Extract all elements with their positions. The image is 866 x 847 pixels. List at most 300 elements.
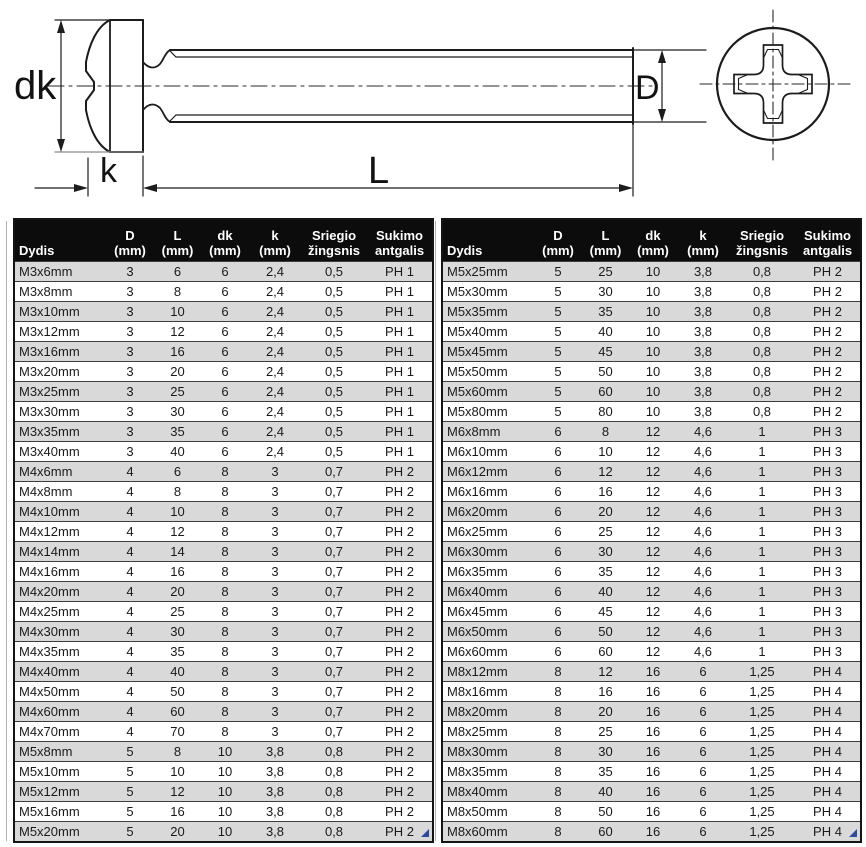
size-cell: M4x20mm <box>14 582 106 602</box>
value-cell: 8 <box>201 722 249 742</box>
value-cell: 16 <box>154 562 201 582</box>
value-cell: 4 <box>106 522 154 542</box>
size-cell: M6x30mm <box>442 542 534 562</box>
size-cell: M6x12mm <box>442 462 534 482</box>
value-cell: 8 <box>201 642 249 662</box>
value-cell: 0,5 <box>301 442 367 462</box>
value-cell: 16 <box>629 722 677 742</box>
value-cell: 3 <box>249 722 301 742</box>
value-cell: PH 2 <box>367 662 433 682</box>
value-cell: 0,7 <box>301 662 367 682</box>
value-cell: 4 <box>106 722 154 742</box>
value-cell: PH 2 <box>367 602 433 622</box>
value-cell: 1 <box>729 542 795 562</box>
value-cell: 50 <box>154 682 201 702</box>
value-cell: 35 <box>582 302 629 322</box>
value-cell: 10 <box>629 382 677 402</box>
value-cell: PH 2 <box>367 482 433 502</box>
value-cell: 20 <box>154 362 201 382</box>
value-cell: 8 <box>534 722 582 742</box>
value-cell: PH 2 <box>367 822 433 843</box>
header-bit: Sukimo antgalis <box>367 219 433 262</box>
screw-neck-bottom <box>143 104 170 122</box>
value-cell: 3 <box>249 502 301 522</box>
header-k: k (mm) <box>677 219 729 262</box>
value-cell: 14 <box>154 542 201 562</box>
header-dydis: Dydis <box>442 219 534 262</box>
size-cell: M6x60mm <box>442 642 534 662</box>
table-row <box>14 622 433 642</box>
value-cell: 8 <box>201 542 249 562</box>
value-cell: 2,4 <box>249 282 301 302</box>
table-row <box>14 522 433 542</box>
value-cell: 12 <box>629 622 677 642</box>
value-cell: 6 <box>677 742 729 762</box>
d-arrow-up <box>658 50 666 63</box>
value-cell: 4 <box>106 482 154 502</box>
value-cell: 3 <box>106 362 154 382</box>
size-cell: M8x25mm <box>442 722 534 742</box>
value-cell: 5 <box>106 762 154 782</box>
size-cell: M5x8mm <box>14 742 106 762</box>
value-cell: 6 <box>201 402 249 422</box>
value-cell: 1 <box>729 602 795 622</box>
value-cell: PH 2 <box>795 402 861 422</box>
header-dydis: Dydis <box>14 219 106 262</box>
value-cell: 1 <box>729 482 795 502</box>
value-cell: 40 <box>154 442 201 462</box>
table-row <box>14 302 433 322</box>
value-cell: 6 <box>201 362 249 382</box>
value-cell: 3 <box>106 322 154 342</box>
value-cell: PH 2 <box>795 302 861 322</box>
value-cell: 1 <box>729 622 795 642</box>
value-cell: 3 <box>106 422 154 442</box>
table-row <box>442 662 861 682</box>
size-cell: M6x16mm <box>442 482 534 502</box>
size-cell: M4x12mm <box>14 522 106 542</box>
value-cell: PH 1 <box>367 342 433 362</box>
value-cell: 5 <box>106 822 154 843</box>
value-cell: 4,6 <box>677 622 729 642</box>
size-cell: M3x16mm <box>14 342 106 362</box>
value-cell: 0,7 <box>301 502 367 522</box>
value-cell: 8 <box>201 702 249 722</box>
value-cell: 4 <box>106 562 154 582</box>
value-cell: 6 <box>154 462 201 482</box>
value-cell: 8 <box>534 742 582 762</box>
size-cell: M5x80mm <box>442 402 534 422</box>
value-cell: 4 <box>106 462 154 482</box>
value-cell: 6 <box>201 422 249 442</box>
table-row <box>442 742 861 762</box>
value-cell: 5 <box>534 382 582 402</box>
value-cell: 16 <box>582 482 629 502</box>
value-cell: 12 <box>629 462 677 482</box>
size-cell: M8x35mm <box>442 762 534 782</box>
value-cell: 6 <box>534 502 582 522</box>
value-cell: 6 <box>677 802 729 822</box>
size-cell: M8x30mm <box>442 742 534 762</box>
value-cell: 8 <box>201 462 249 482</box>
value-cell: 3 <box>249 662 301 682</box>
value-cell: PH 1 <box>367 322 433 342</box>
table-row <box>442 542 861 562</box>
value-cell: 0,7 <box>301 462 367 482</box>
value-cell: 3 <box>249 562 301 582</box>
value-cell: 0,5 <box>301 282 367 302</box>
value-cell: 8 <box>534 662 582 682</box>
value-cell: PH 1 <box>367 382 433 402</box>
value-cell: 6 <box>201 442 249 462</box>
value-cell: 3 <box>106 342 154 362</box>
header-pitch: Sriegio žingsnis <box>301 219 367 262</box>
value-cell: PH 2 <box>367 742 433 762</box>
value-cell: 16 <box>629 762 677 782</box>
value-cell: PH 2 <box>367 582 433 602</box>
value-cell: 12 <box>629 582 677 602</box>
value-cell: 4 <box>106 582 154 602</box>
value-cell: 4,6 <box>677 602 729 622</box>
value-cell: 10 <box>629 362 677 382</box>
screw-neck-top <box>143 50 170 68</box>
value-cell: PH 3 <box>795 542 861 562</box>
table-row <box>442 602 861 622</box>
spec-table-left-header <box>14 219 433 262</box>
value-cell: 8 <box>201 662 249 682</box>
value-cell: 3,8 <box>249 742 301 762</box>
table-row <box>442 582 861 602</box>
value-cell: 16 <box>629 802 677 822</box>
value-cell: 0,8 <box>729 282 795 302</box>
value-cell: 10 <box>629 262 677 282</box>
table-row <box>14 802 433 822</box>
value-cell: PH 1 <box>367 362 433 382</box>
value-cell: PH 4 <box>795 702 861 722</box>
value-cell: 8 <box>201 522 249 542</box>
thread-inner-bottom <box>170 115 632 121</box>
header-k: k (mm) <box>249 219 301 262</box>
table-row <box>14 422 433 442</box>
size-cell: M4x6mm <box>14 462 106 482</box>
table-row <box>442 382 861 402</box>
value-cell: 12 <box>582 662 629 682</box>
value-cell: 0,7 <box>301 482 367 502</box>
value-cell: 3,8 <box>677 402 729 422</box>
value-cell: 45 <box>582 342 629 362</box>
value-cell: PH 4 <box>795 662 861 682</box>
value-cell: 0,5 <box>301 342 367 362</box>
value-cell: 3 <box>106 382 154 402</box>
value-cell: 8 <box>201 482 249 502</box>
value-cell: 1,25 <box>729 822 795 843</box>
value-cell: 6 <box>201 302 249 322</box>
value-cell: 3,8 <box>249 762 301 782</box>
value-cell: PH 4 <box>795 682 861 702</box>
value-cell: 0,8 <box>301 762 367 782</box>
value-cell: 3,8 <box>677 362 729 382</box>
size-cell: M8x40mm <box>442 782 534 802</box>
value-cell: 4,6 <box>677 522 729 542</box>
value-cell: 12 <box>629 422 677 442</box>
value-cell: 8 <box>154 482 201 502</box>
value-cell: 50 <box>582 622 629 642</box>
table-row <box>442 622 861 642</box>
k-label: k <box>100 152 117 190</box>
value-cell: 6 <box>534 642 582 662</box>
table-row <box>14 782 433 802</box>
value-cell: 10 <box>154 302 201 322</box>
value-cell: PH 2 <box>367 722 433 742</box>
value-cell: 8 <box>534 682 582 702</box>
d-arrow-down <box>658 109 666 122</box>
value-cell: 10 <box>154 762 201 782</box>
value-cell: 0,7 <box>301 642 367 662</box>
value-cell: 0,7 <box>301 542 367 562</box>
table-row <box>14 462 433 482</box>
value-cell: 12 <box>582 462 629 482</box>
value-cell: 6 <box>677 722 729 742</box>
value-cell: 8 <box>154 742 201 762</box>
value-cell: 6 <box>201 382 249 402</box>
table-row <box>442 362 861 382</box>
value-cell: 5 <box>106 782 154 802</box>
table-row <box>14 322 433 342</box>
table-row <box>14 682 433 702</box>
value-cell: 8 <box>534 802 582 822</box>
table-row <box>14 382 433 402</box>
value-cell: 10 <box>629 342 677 362</box>
value-cell: 16 <box>629 702 677 722</box>
value-cell: PH 2 <box>367 782 433 802</box>
k-arrow-right <box>74 184 88 192</box>
size-cell: M3x30mm <box>14 402 106 422</box>
header-d: D (mm) <box>106 219 154 262</box>
table-row <box>14 482 433 502</box>
value-cell: 6 <box>201 282 249 302</box>
value-cell: PH 2 <box>367 462 433 482</box>
value-cell: 4,6 <box>677 562 729 582</box>
value-cell: PH 4 <box>795 802 861 822</box>
table-row <box>442 822 861 843</box>
table-row <box>14 542 433 562</box>
value-cell: PH 3 <box>795 502 861 522</box>
size-cell: M5x60mm <box>442 382 534 402</box>
value-cell: 6 <box>534 522 582 542</box>
size-cell: M4x10mm <box>14 502 106 522</box>
table-row <box>442 422 861 442</box>
value-cell: 60 <box>582 822 629 843</box>
value-cell: 0,8 <box>729 262 795 282</box>
value-cell: 8 <box>534 782 582 802</box>
value-cell: 0,7 <box>301 582 367 602</box>
value-cell: 3 <box>249 582 301 602</box>
value-cell: 35 <box>154 422 201 442</box>
value-cell: 1 <box>729 422 795 442</box>
table-row <box>442 802 861 822</box>
l-arrow-right <box>619 184 633 192</box>
dk-arrow-down <box>57 139 65 152</box>
dk-arrow-up <box>57 20 65 33</box>
value-cell: 6 <box>534 542 582 562</box>
value-cell: 5 <box>534 342 582 362</box>
value-cell: PH 3 <box>795 642 861 662</box>
value-cell: 0,5 <box>301 422 367 442</box>
spec-table-left <box>13 218 434 843</box>
value-cell: 3 <box>106 402 154 422</box>
value-cell: 6 <box>677 782 729 802</box>
value-cell: PH 3 <box>795 522 861 542</box>
value-cell: 5 <box>534 322 582 342</box>
value-cell: 3,8 <box>249 802 301 822</box>
size-cell: M3x6mm <box>14 262 106 282</box>
value-cell: 0,8 <box>301 822 367 843</box>
value-cell: 1,25 <box>729 702 795 722</box>
value-cell: PH 2 <box>367 562 433 582</box>
value-cell: PH 1 <box>367 402 433 422</box>
value-cell: 4,6 <box>677 462 729 482</box>
size-cell: M6x8mm <box>442 422 534 442</box>
size-cell: M5x30mm <box>442 282 534 302</box>
value-cell: 10 <box>201 742 249 762</box>
table-row <box>442 482 861 502</box>
value-cell: 10 <box>629 402 677 422</box>
value-cell: PH 2 <box>795 362 861 382</box>
value-cell: 8 <box>582 422 629 442</box>
value-cell: 25 <box>154 602 201 622</box>
size-cell: M6x10mm <box>442 442 534 462</box>
value-cell: 10 <box>582 442 629 462</box>
table-row <box>14 342 433 362</box>
value-cell: 5 <box>106 802 154 822</box>
value-cell: 25 <box>582 262 629 282</box>
size-cell: M6x40mm <box>442 582 534 602</box>
value-cell: 20 <box>154 582 201 602</box>
value-cell: 35 <box>582 762 629 782</box>
size-cell: M6x45mm <box>442 602 534 622</box>
value-cell: 6 <box>677 762 729 782</box>
dk-label: dk <box>14 64 57 108</box>
value-cell: 1 <box>729 502 795 522</box>
value-cell: 20 <box>582 502 629 522</box>
table-row <box>14 282 433 302</box>
value-cell: 2,4 <box>249 342 301 362</box>
selection-corner-marker <box>849 829 857 837</box>
value-cell: 40 <box>582 782 629 802</box>
value-cell: 4 <box>106 622 154 642</box>
value-cell: 10 <box>201 802 249 822</box>
value-cell: 2,4 <box>249 382 301 402</box>
size-cell: M3x10mm <box>14 302 106 322</box>
value-cell: 5 <box>534 262 582 282</box>
table-row <box>14 662 433 682</box>
size-cell: M4x40mm <box>14 662 106 682</box>
value-cell: 6 <box>154 262 201 282</box>
value-cell: PH 4 <box>795 822 861 843</box>
table-row <box>14 362 433 382</box>
size-cell: M5x10mm <box>14 762 106 782</box>
value-cell: 8 <box>201 562 249 582</box>
table-row <box>14 722 433 742</box>
value-cell: PH 2 <box>367 502 433 522</box>
value-cell: 10 <box>629 302 677 322</box>
value-cell: 16 <box>629 742 677 762</box>
value-cell: PH 2 <box>795 382 861 402</box>
table-row <box>442 722 861 742</box>
value-cell: PH 2 <box>367 702 433 722</box>
spec-table-right <box>441 218 862 843</box>
value-cell: 2,4 <box>249 322 301 342</box>
table-row <box>442 562 861 582</box>
value-cell: 20 <box>582 702 629 722</box>
value-cell: 2,4 <box>249 402 301 422</box>
header-l: L (mm) <box>582 219 629 262</box>
table-row <box>442 702 861 722</box>
value-cell: 20 <box>154 822 201 843</box>
value-cell: 60 <box>582 382 629 402</box>
value-cell: 10 <box>201 822 249 843</box>
value-cell: 3,8 <box>677 302 729 322</box>
value-cell: 6 <box>201 262 249 282</box>
value-cell: PH 3 <box>795 622 861 642</box>
size-cell: M5x35mm <box>442 302 534 322</box>
value-cell: 1,25 <box>729 662 795 682</box>
value-cell: 3,8 <box>249 782 301 802</box>
value-cell: 30 <box>582 742 629 762</box>
value-cell: PH 3 <box>795 482 861 502</box>
value-cell: PH 2 <box>367 682 433 702</box>
size-cell: M8x20mm <box>442 702 534 722</box>
value-cell: 0,8 <box>729 342 795 362</box>
value-cell: 5 <box>534 302 582 322</box>
value-cell: 12 <box>154 522 201 542</box>
value-cell: 2,4 <box>249 302 301 322</box>
value-cell: 2,4 <box>249 262 301 282</box>
table-row <box>442 762 861 782</box>
value-cell: 6 <box>534 562 582 582</box>
value-cell: 0,5 <box>301 402 367 422</box>
value-cell: 10 <box>629 322 677 342</box>
value-cell: 4,6 <box>677 542 729 562</box>
value-cell: PH 2 <box>795 322 861 342</box>
header-dk: dk (mm) <box>629 219 677 262</box>
value-cell: 12 <box>629 442 677 462</box>
value-cell: 3,8 <box>677 322 729 342</box>
value-cell: PH 3 <box>795 562 861 582</box>
value-cell: 4 <box>106 682 154 702</box>
value-cell: 3,8 <box>249 822 301 843</box>
l-label: L <box>368 150 390 192</box>
size-cell: M5x16mm <box>14 802 106 822</box>
value-cell: PH 3 <box>795 582 861 602</box>
table-row <box>442 342 861 362</box>
value-cell: 16 <box>582 682 629 702</box>
table-row <box>442 782 861 802</box>
size-cell: M3x40mm <box>14 442 106 462</box>
value-cell: PH 2 <box>795 262 861 282</box>
value-cell: 6 <box>677 662 729 682</box>
table-row <box>442 522 861 542</box>
table-row <box>442 402 861 422</box>
value-cell: 0,7 <box>301 522 367 542</box>
value-cell: 16 <box>154 802 201 822</box>
header-pitch: Sriegio žingsnis <box>729 219 795 262</box>
value-cell: 0,7 <box>301 602 367 622</box>
value-cell: 4 <box>106 602 154 622</box>
value-cell: 12 <box>629 562 677 582</box>
value-cell: 6 <box>534 482 582 502</box>
table-row <box>442 322 861 342</box>
